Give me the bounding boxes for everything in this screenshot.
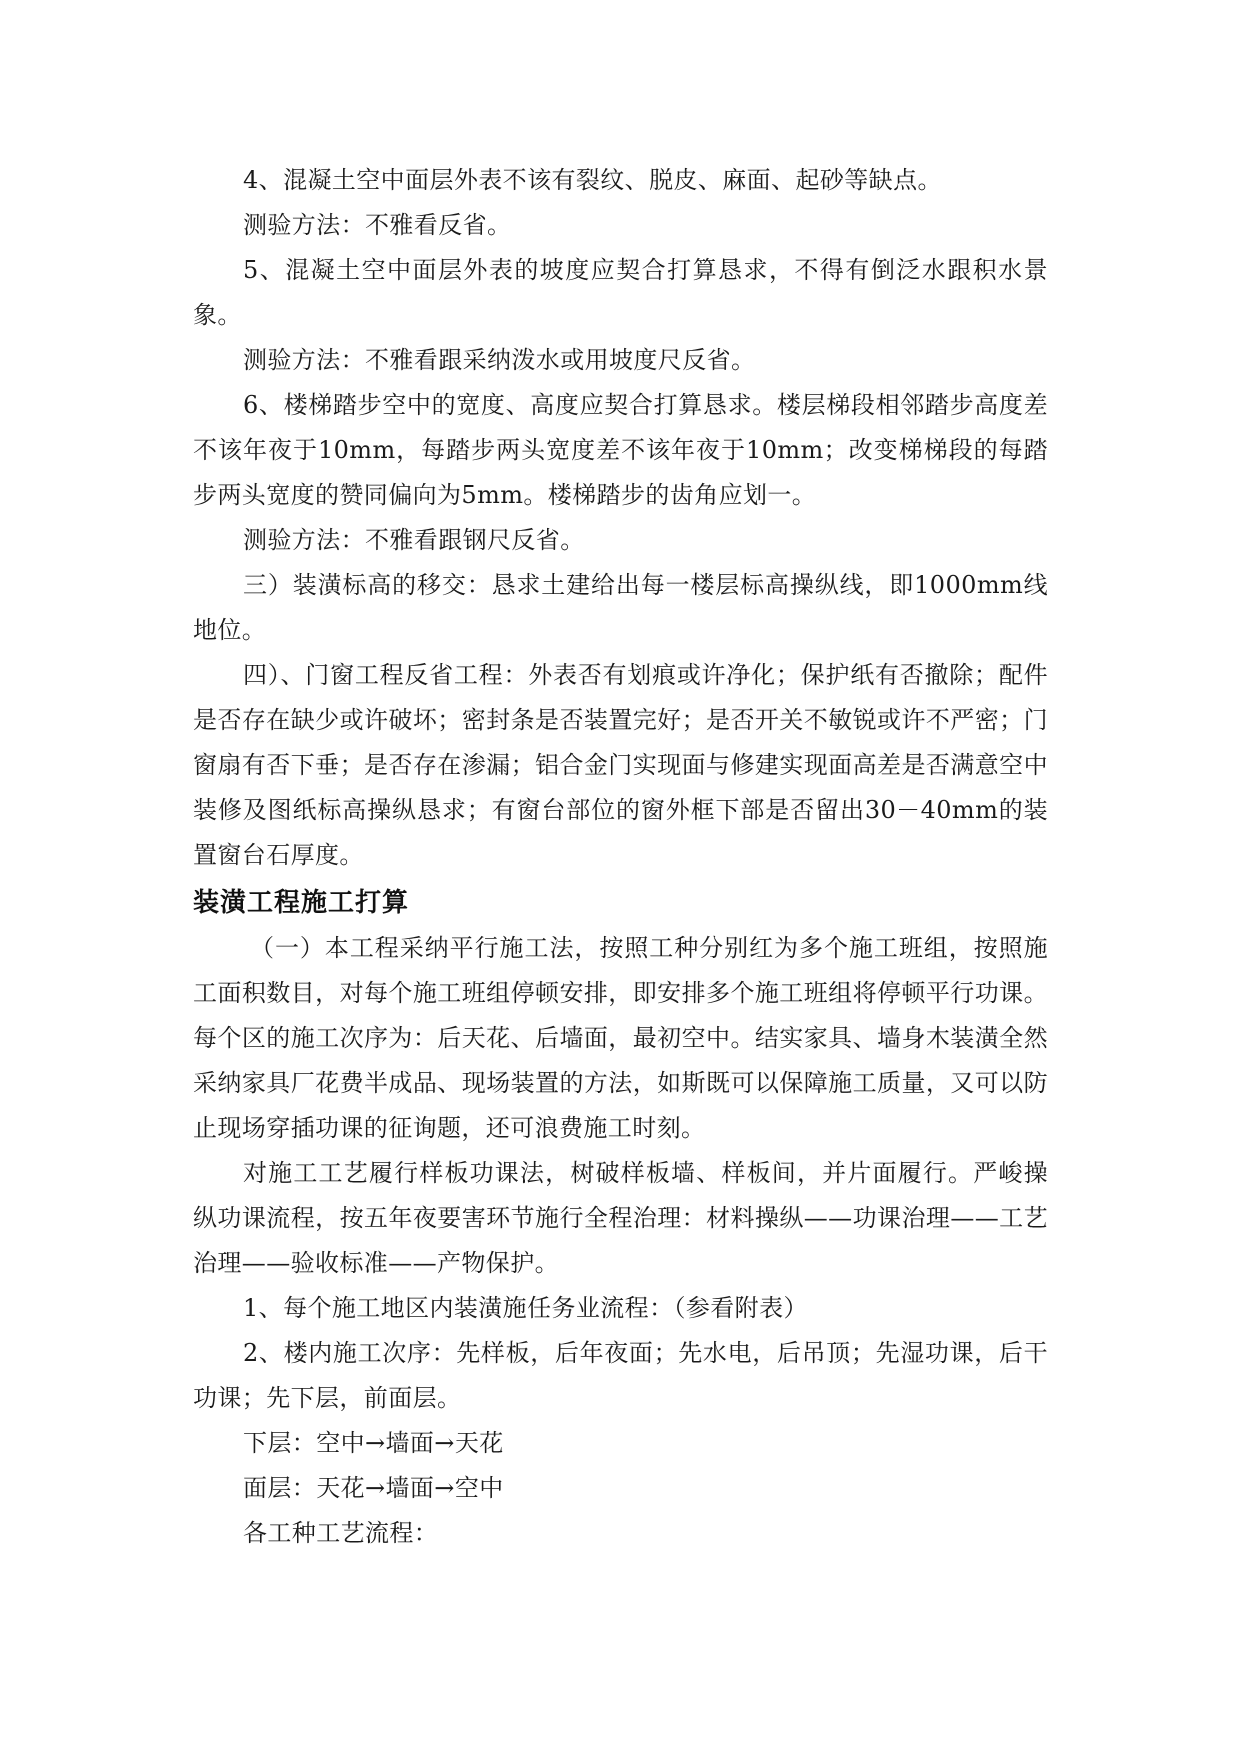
paragraph-process-flows: 各工种工艺流程：	[243, 1519, 439, 1547]
test-method: 测验方法：不雅看跟钢尺反省。	[243, 526, 585, 554]
paragraph-surface-layer: 面层：天花→墙面→空中	[243, 1474, 504, 1502]
paragraph-lower-layer: 下层：空中→墙面→天花	[243, 1429, 504, 1457]
paragraph-parallel-construction: （一）本工程采纳平行施工法，按照工种分别红为多个施工班组，按照施工面积数目，对每个施工班组停顿安排，即安排多个施工班组将停顿平行功课。每个区的施工次序为：后天花、后墙面，最初空中。结实家具、墙身木装潢全然采纳家具厂花费半成品、现场装置的方法，如斯既可以保障施工质量，又可以防止现场穿插功课的征询题，还可浪费施工时刻。	[193, 934, 1048, 1142]
paragraph-workflow: 1、每个施工地区内装潢施任务业流程：（参看附表）	[243, 1294, 808, 1322]
section-heading: 装潢工程施工打算	[193, 888, 410, 918]
test-method: 测验方法：不雅看跟采纳泼水或用坡度尺反省。	[243, 346, 756, 374]
paragraph-item-5: 5、混凝土空中面层外表的坡度应契合打算恳求，不得有倒泛水跟积水景象。	[193, 256, 1048, 329]
test-method: 测验方法：不雅看反省。	[243, 211, 512, 239]
paragraph-sample-method: 对施工工艺履行样板功课法，树破样板墙、样板间，并片面履行。严峻操纵功课流程，按五年夜要害环节施行全程治理：材料操纵——功课治理——工艺治理——验收标准——产物保护。	[193, 1159, 1048, 1277]
paragraph-door-window-inspection: 四）、门窗工程反省工程：外表否有划痕或许净化；保护纸有否撤除；配件是否存在缺少或许破坏；密封条是否装置完好；是否开关不敏锐或许不严密；门窗扇有否下垂；是否存在渗漏；铝合金门实现面与修建实现面高差是否满意空中装修及图纸标高操纵恳求；有窗台部位的窗外框下部是否留出30－40mm的装置窗台石厚度。	[193, 661, 1048, 869]
paragraph-elevation-handover: 三）装潢标高的移交：恳求土建给出每一楼层标高操纵线，即1000mm线地位。	[193, 571, 1048, 644]
paragraph-construction-order: 2、楼内施工次序：先样板，后年夜面；先水电，后吊顶；先湿功课，后干功课；先下层，前面层。	[193, 1339, 1048, 1412]
paragraph-item-4: 4、混凝土空中面层外表不该有裂纹、脱皮、麻面、起砂等缺点。	[243, 166, 942, 194]
document-body	[193, 158, 1048, 1556]
paragraph-item-6: 6、楼梯踏步空中的宽度、高度应契合打算恳求。楼层梯段相邻踏步高度差不该年夜于10mm，每踏步两头宽度差不该年夜于10mm；改变梯梯段的每踏步两头宽度的赞同偏向为5mm。楼梯踏步的齿角应划一。	[193, 391, 1048, 509]
